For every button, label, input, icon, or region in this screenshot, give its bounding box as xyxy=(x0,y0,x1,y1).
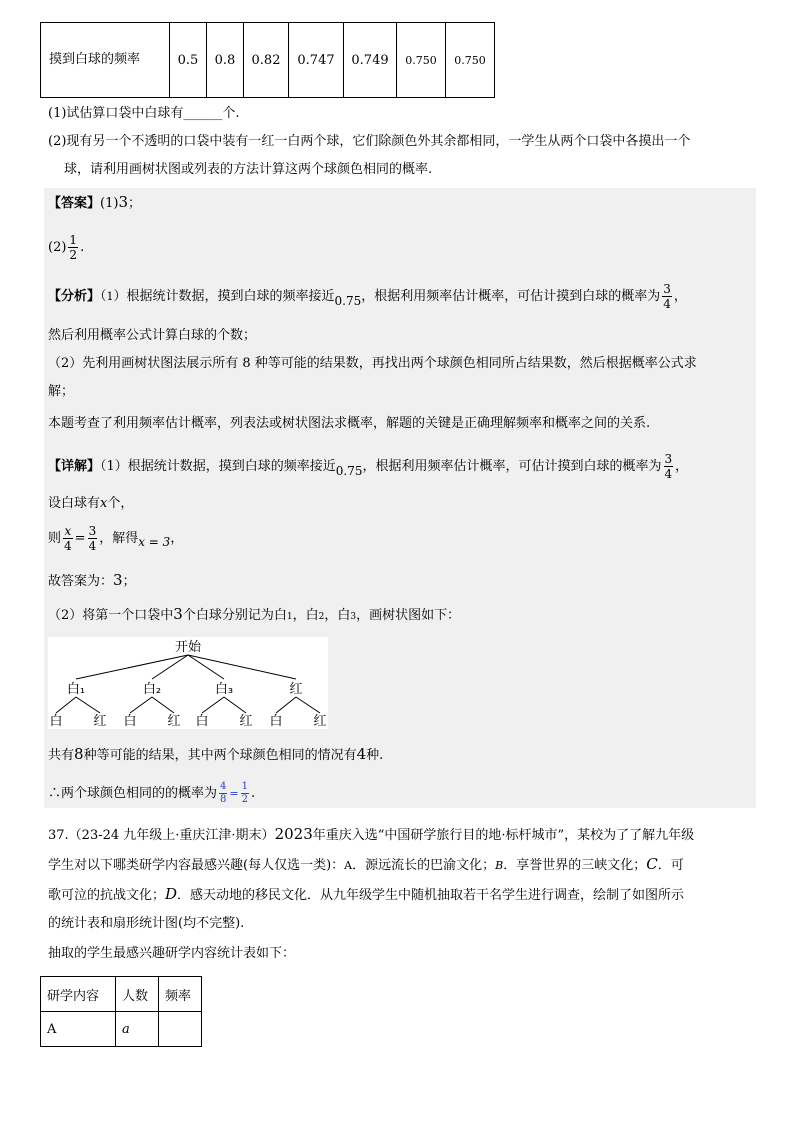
text: ．源远流长的巴渝文化； xyxy=(352,858,496,873)
text: ， xyxy=(673,289,687,304)
subscript: 2 xyxy=(318,612,325,622)
tree-node: 白₂ xyxy=(142,682,162,697)
text: 个白球分别记为白 xyxy=(182,608,287,623)
text: ，画树状图如下： xyxy=(356,608,461,623)
equals-sign: = xyxy=(74,531,86,546)
detail-label: 【详解】 xyxy=(48,459,101,474)
denominator: 2 xyxy=(69,248,78,262)
denominator: 2 xyxy=(241,794,248,805)
text: 设白球有 xyxy=(48,496,101,511)
answer-fraction xyxy=(68,233,78,262)
probability-fraction xyxy=(241,781,249,806)
detail-line-2 xyxy=(48,494,133,514)
table-cell: 0.747 xyxy=(289,23,344,98)
text: ∴两个球颜色相同的的概率为 xyxy=(48,786,218,801)
text: ）根据统计数据，摸到白球的频率接近 xyxy=(113,289,335,304)
text: ，解得 xyxy=(99,531,139,546)
frequency-table xyxy=(40,22,495,98)
q37-line-2 xyxy=(48,854,684,876)
text: 共有 xyxy=(48,748,75,763)
table-cell: 0.5 xyxy=(170,23,207,98)
text: 故答案为： xyxy=(48,574,114,589)
tree-root: 开始 xyxy=(174,640,202,655)
denominator: 8 xyxy=(220,794,227,805)
question-2-line-1: (2)现有另一个不透明的口袋中装有一红一白两个球，它们除颜色外其余都相同，一学生从两个口袋中各摸出一个 xyxy=(48,134,691,149)
text: ．可 xyxy=(657,858,684,873)
tree-leaf: 白 xyxy=(195,714,209,729)
punctuation: . xyxy=(80,240,85,255)
analysis-line-5: 本题考查了利用频率估计概率，列表法或树状图法求概率，解题的关键是正确理解频率和概率之间的关系. xyxy=(48,416,651,431)
detail-line-3 xyxy=(48,520,183,561)
number: 8 xyxy=(74,745,84,763)
answer-line-1 xyxy=(48,192,141,214)
table-row xyxy=(41,1012,202,1047)
text: （2）将第一个口袋中 xyxy=(48,608,174,623)
text: ； xyxy=(122,574,136,589)
detail-line-4 xyxy=(48,570,136,592)
answer-value: 3 xyxy=(113,571,123,589)
tree-leaf: 白 xyxy=(49,714,63,729)
tree-node: 白₃ xyxy=(214,682,234,697)
text: 则 xyxy=(48,531,62,546)
equation-left-fraction xyxy=(63,524,73,553)
punctuation: ； xyxy=(127,196,141,211)
subscript: 1 xyxy=(286,612,293,622)
text: 种等可能的结果，其中两个球颜色相同的情况有 xyxy=(83,748,357,763)
analysis-line-3: （2）先利用画树状图法展示所有 8 种等可能的结果数，再找出两个球颜色相同所占结果数，然后根据概率公式求 xyxy=(48,356,697,371)
table-header-row xyxy=(41,977,202,1012)
text: . xyxy=(250,786,256,801)
tree-leaf: 红 xyxy=(239,714,253,729)
tree-leaf: 红 xyxy=(93,714,107,729)
text: ．感天动地的移民文化．从九年级学生中随机抽取若干名学生进行调查，绘制了如图所示 xyxy=(177,888,685,903)
table-cell: 0.750 xyxy=(397,23,446,98)
tree-node: 红 xyxy=(289,682,303,697)
tree-diagram xyxy=(48,637,328,729)
equation-right-fraction xyxy=(88,524,98,553)
text: ，根据利用频率估计概率，可估计摸到白球的概率为 xyxy=(362,459,662,474)
numerator: x xyxy=(64,524,72,538)
text: （ xyxy=(100,289,107,304)
text: 个， xyxy=(107,496,134,511)
q37-line-1 xyxy=(48,824,694,846)
text: ，根据利用频率估计概率，可估计摸到白球的概率为 xyxy=(361,289,661,304)
table-cell: 0.749 xyxy=(344,23,397,98)
denominator: 4 xyxy=(64,539,72,553)
question-1: (1)试估算口袋中白球有______个. xyxy=(48,106,240,121)
table-cell: A xyxy=(41,1012,116,1047)
answer-value-1: 3 xyxy=(118,193,128,211)
text: ， xyxy=(675,459,689,474)
text: 1 xyxy=(106,290,114,303)
numerator: 1 xyxy=(241,781,248,792)
text: ．享誉世界的三峡文化； xyxy=(503,858,647,873)
analysis-line-1 xyxy=(48,280,687,318)
table-cell: a xyxy=(116,1012,159,1047)
table-header: 人数 xyxy=(116,977,159,1012)
number: 4 xyxy=(356,745,367,763)
detail-line-6 xyxy=(48,744,383,766)
detail-line-7 xyxy=(48,776,255,812)
q37-line-5: 抽取的学生最感兴趣研学内容统计表如下： xyxy=(48,946,296,961)
answer-line-2 xyxy=(48,232,84,264)
q37-line-3 xyxy=(48,884,684,906)
text: （1）根据统计数据，摸到白球的频率接近 xyxy=(100,459,336,474)
number: 0.75 xyxy=(334,294,362,308)
answer-part-1: (1) xyxy=(100,196,119,211)
numerator: 3 xyxy=(664,452,673,466)
q37-line-4: 的统计表和扇形统计图(均不完整). xyxy=(48,916,245,931)
table-header: 研学内容 xyxy=(41,977,116,1012)
subscript: 3 xyxy=(350,612,357,622)
tree-leaf: 白 xyxy=(123,714,137,729)
analysis-line-4: 解； xyxy=(48,384,75,399)
option-letter: C xyxy=(646,855,658,873)
denominator: 4 xyxy=(88,539,97,553)
number: 3 xyxy=(173,605,183,623)
table-row xyxy=(41,23,495,98)
text: 37.（23-24 九年级上·重庆江津·期末） xyxy=(48,828,275,843)
detail-fraction xyxy=(664,452,674,481)
tree-leaf: 红 xyxy=(167,714,181,729)
tree-leaf: 白 xyxy=(269,714,283,729)
text: ，白 xyxy=(324,608,351,623)
survey-table xyxy=(40,976,202,1047)
detail-line-1 xyxy=(48,450,688,488)
answer-label: 【答案】 xyxy=(48,196,101,211)
numerator: 3 xyxy=(88,524,97,538)
denominator: 4 xyxy=(664,467,673,481)
numerator: 1 xyxy=(69,233,78,247)
text: ， xyxy=(170,531,184,546)
table-header: 频率 xyxy=(159,977,202,1012)
tree-leaf: 红 xyxy=(313,714,327,729)
option-letter: D xyxy=(165,885,178,903)
analysis-label: 【分析】 xyxy=(48,289,101,304)
text: 歌可泣的抗战文化； xyxy=(48,888,166,903)
denominator: 4 xyxy=(663,297,671,311)
equals-sign: = xyxy=(229,787,239,800)
option-letter: B xyxy=(495,859,504,872)
text: 学生对以下哪类研学内容最感兴趣(每人仅选一类)： xyxy=(48,858,345,873)
text: 种. xyxy=(366,748,384,763)
probability-fraction xyxy=(219,781,227,806)
analysis-fraction xyxy=(662,282,672,311)
option-letter: A xyxy=(344,859,353,872)
frequency-row-label: 摸到白球的频率 xyxy=(41,23,170,98)
numerator: 3 xyxy=(663,282,671,296)
table-cell: 0.82 xyxy=(244,23,289,98)
solution: x = 3 xyxy=(138,535,171,549)
question-2-line-2: 球，请利用画树状图或列表的方法计算这两个球颜色相同的概率. xyxy=(64,162,433,177)
variable: x xyxy=(100,496,108,511)
table-cell xyxy=(159,1012,202,1047)
tree-node: 白₁ xyxy=(66,682,86,697)
text: 年重庆入选“中国研学旅行目的地·标杆城市”，某校为了了解九年级 xyxy=(312,828,695,843)
text: ，白 xyxy=(292,608,319,623)
detail-line-5 xyxy=(48,604,460,627)
analysis-line-2: 然后利用概率公式计算白球的个数； xyxy=(48,328,257,343)
table-cell: 0.8 xyxy=(207,23,244,98)
number: 0.75 xyxy=(335,464,363,478)
table-cell: 0.750 xyxy=(446,23,495,98)
answer-part-2: (2) xyxy=(48,240,67,255)
year: 2023 xyxy=(274,825,313,843)
numerator: 4 xyxy=(220,781,227,792)
